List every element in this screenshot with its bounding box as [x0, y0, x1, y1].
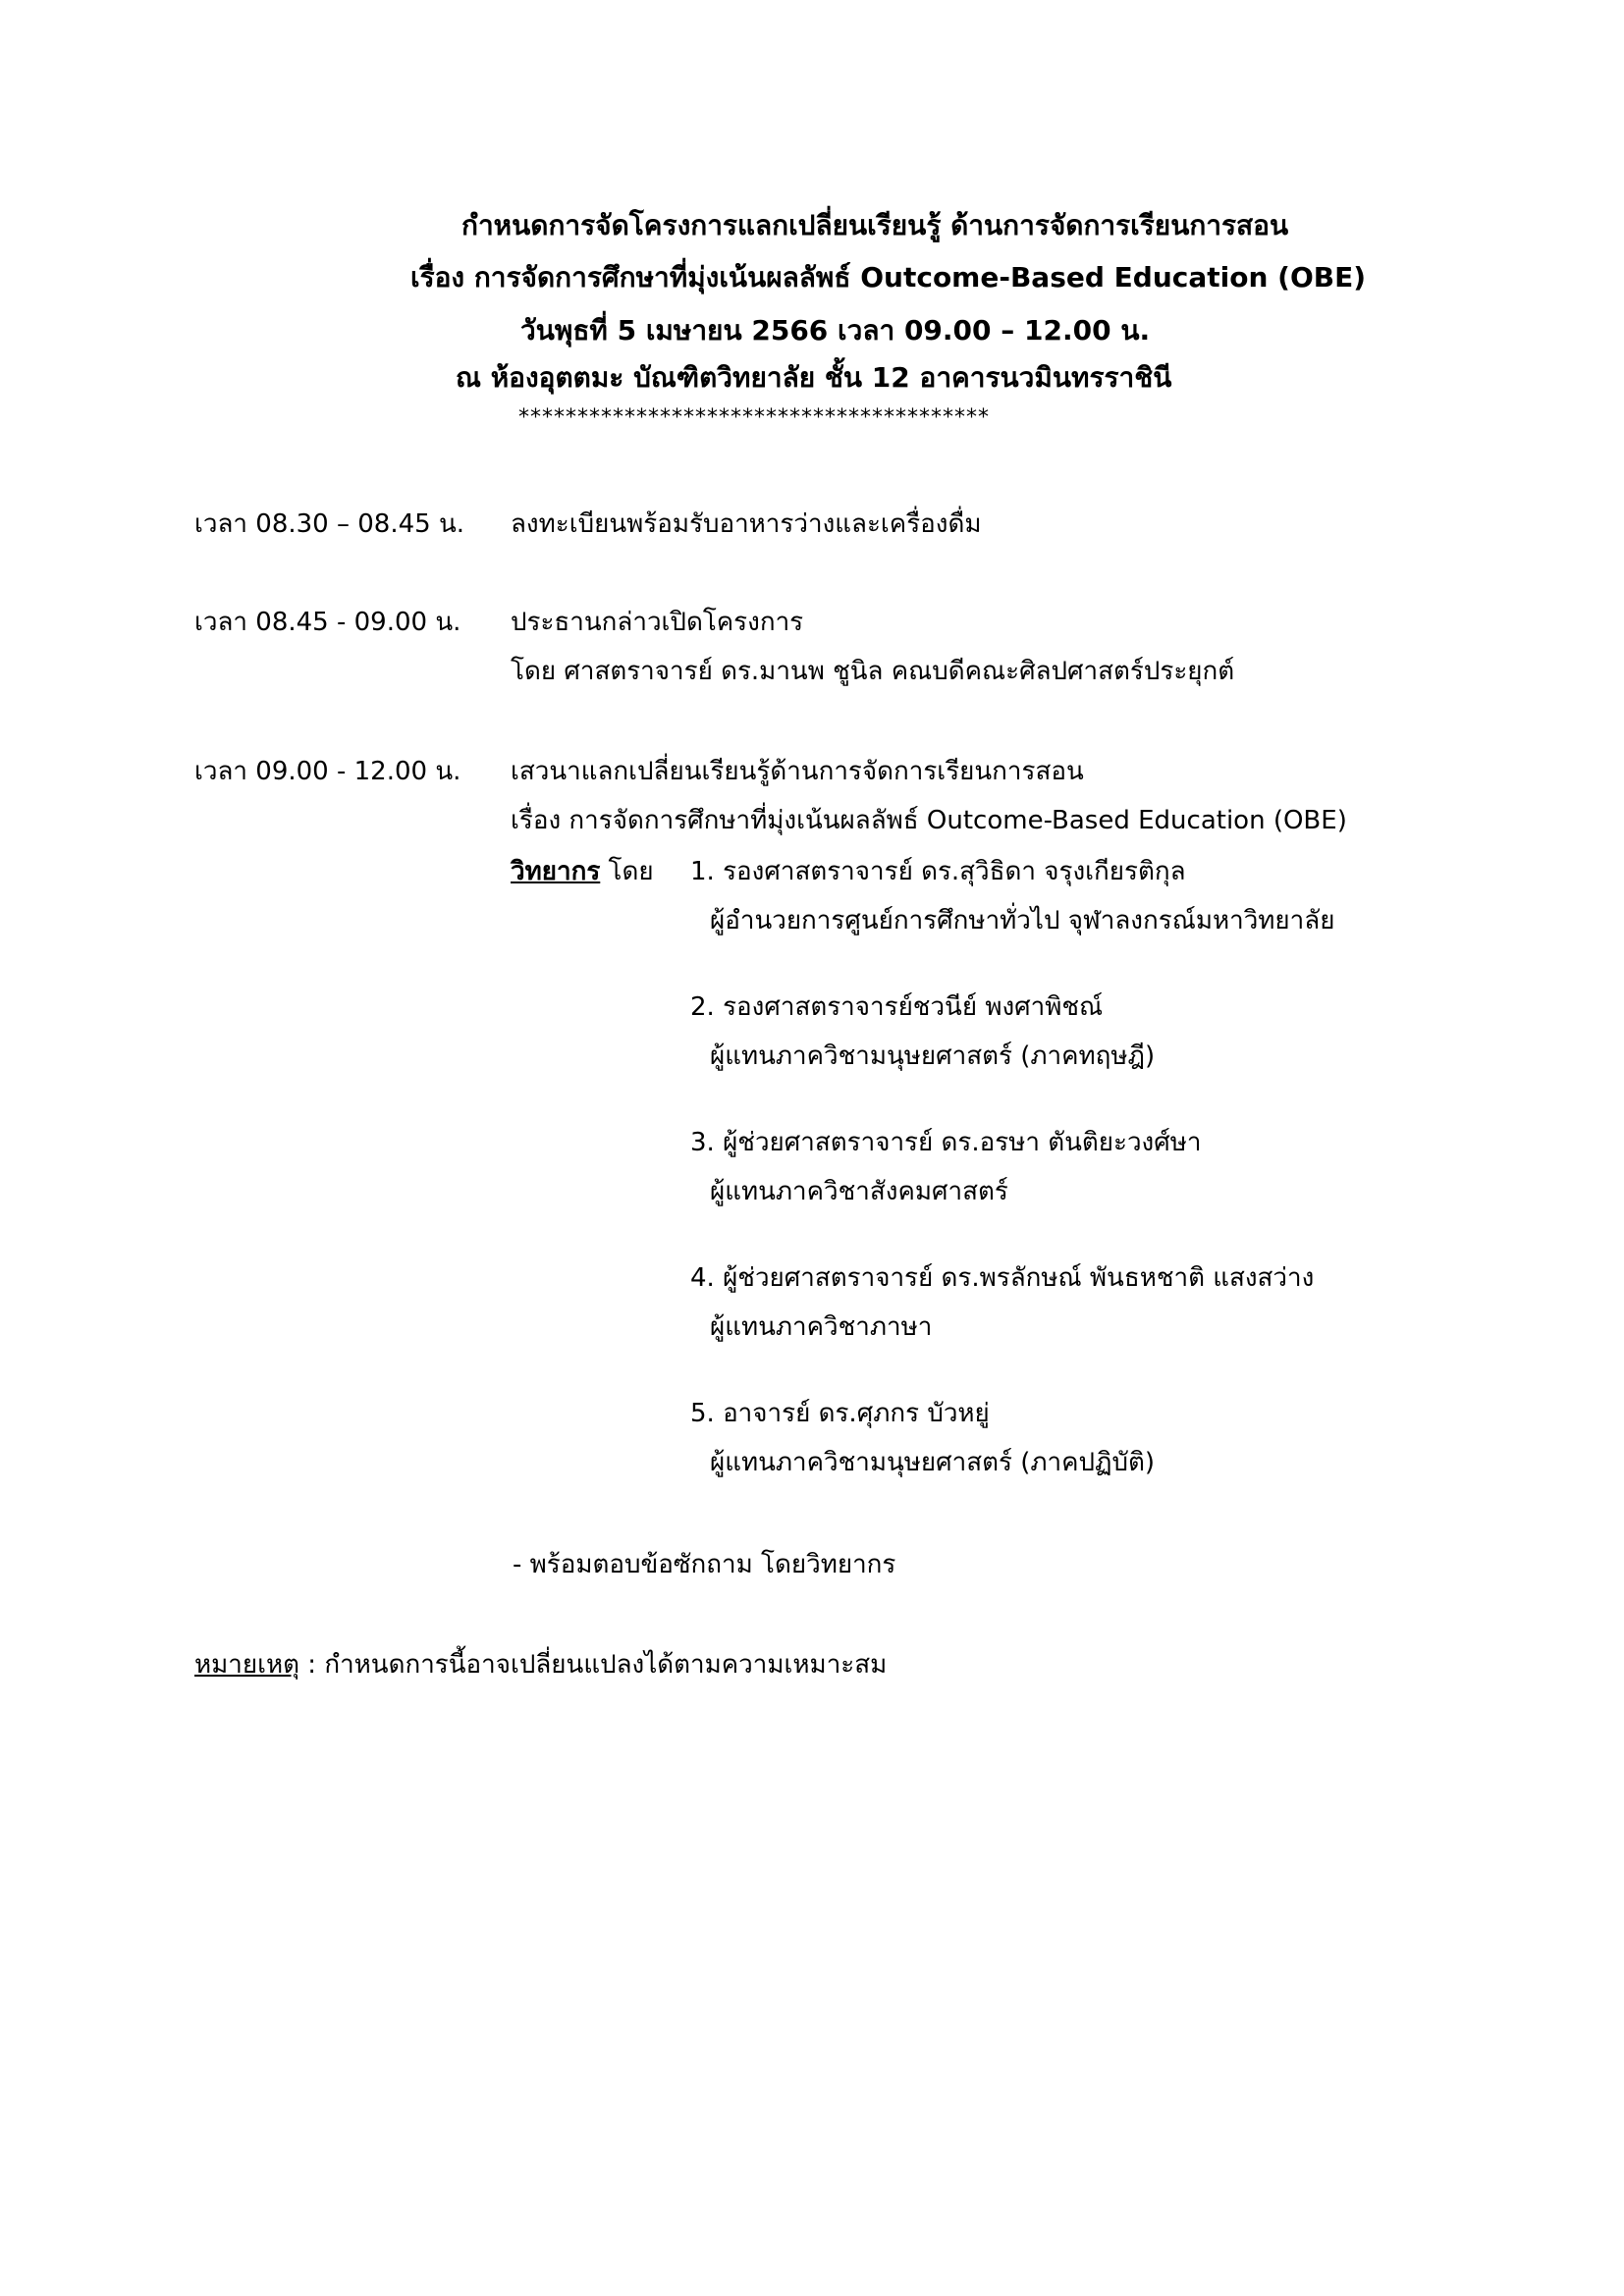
schedule-item-2-line-1: ประธานกล่าวเปิดโครงการ — [511, 608, 804, 637]
title-line-2: เรื่อง การจัดการศึกษาที่มุ่งเน้นผลลัพธ์ Outcome-Based Education (OBE) — [410, 261, 1367, 294]
schedule-item-3-line-2: เรื่อง การจัดการศึกษาที่มุ่งเน้นผลลัพธ์ Outcome-Based Education (OBE) — [511, 806, 1347, 835]
speaker-4-name: 4. ผู้ช่วยศาสตราจารย์ ดร.พรลักษณ์ พันธหชาติ แสงสว่าง — [690, 1263, 1315, 1293]
speaker-1-name: 1. รองศาสตราจารย์ ดร.สุวิธิดา จรุงเกียรติกุล — [690, 857, 1186, 886]
speakers-heading — [511, 854, 654, 889]
title-line-1: กำหนดการจัดโครงการแลกเปลี่ยนเรียนรู้ ด้านการจัดการเรียนการสอน — [461, 209, 1289, 241]
speaker-3-role: ผู้แทนภาควิชาสังคมศาสตร์ — [710, 1177, 1008, 1206]
speaker-5-name: 5. อาจารย์ ดร.ศุภกร บัวหยู่ — [690, 1399, 990, 1428]
speaker-4-role: ผู้แทนภาควิชาภาษา — [710, 1312, 933, 1342]
schedule-time-1: เวลา 08.30 – 08.45 น. — [194, 509, 464, 539]
note-line — [194, 1647, 887, 1682]
schedule-time-2: เวลา 08.45 - 09.00 น. — [194, 608, 461, 637]
speaker-5-role: ผู้แทนภาควิชามนุษยศาสตร์ (ภาคปฏิบัติ) — [710, 1448, 1156, 1477]
speaker-2-name: 2. รองศาสตราจารย์ชวนีย์ พงศาพิชณ์ — [690, 992, 1104, 1022]
speaker-2-role: ผู้แทนภาควิชามนุษยศาสตร์ (ภาคทฤษฎี) — [710, 1041, 1156, 1071]
title-line-3-date: วันพุธที่ 5 เมษายน 2566 เวลา 09.00 – 12.00 น. — [520, 314, 1151, 347]
qa-line: - พร้อมตอบข้อซักถาม โดยวิทยากร — [513, 1550, 896, 1579]
speaker-1-role: ผู้อำนวยการศูนย์การศึกษาทั่วไป จุฬาลงกรณ์มหาวิทยาลัย — [710, 906, 1335, 935]
schedule-time-3: เวลา 09.00 - 12.00 น. — [194, 757, 461, 786]
speakers-by: โดย — [608, 857, 654, 886]
speakers-label: วิทยากร — [511, 857, 601, 886]
title-line-4-venue: ณ ห้องอุตตมะ บัณฑิตวิทยาลัย ชั้น 12 อาคารนวมินทรราชินี — [456, 361, 1172, 394]
schedule-item-3-line-1: เสวนาแลกเปลี่ยนเรียนรู้ด้านการจัดการเรียนการสอน — [511, 757, 1084, 786]
schedule-item-2-line-2: โดย ศาสตราจารย์ ดร.มานพ ชูนิล คณบดีคณะศิลปศาสตร์ประยุกต์ — [511, 657, 1235, 686]
note-label: หมายเหตุ — [194, 1650, 300, 1680]
speaker-3-name: 3. ผู้ช่วยศาสตราจารย์ ดร.อรษา ตันติยะวงศ์ษา — [690, 1128, 1202, 1157]
separator-stars: **************************************** — [518, 405, 990, 430]
schedule-item-1-line-1: ลงทะเบียนพร้อมรับอาหารว่างและเครื่องดื่ม — [511, 509, 982, 539]
note-text: : กำหนดการนี้อาจเปลี่ยนแปลงได้ตามความเหมาะสม — [299, 1650, 888, 1680]
